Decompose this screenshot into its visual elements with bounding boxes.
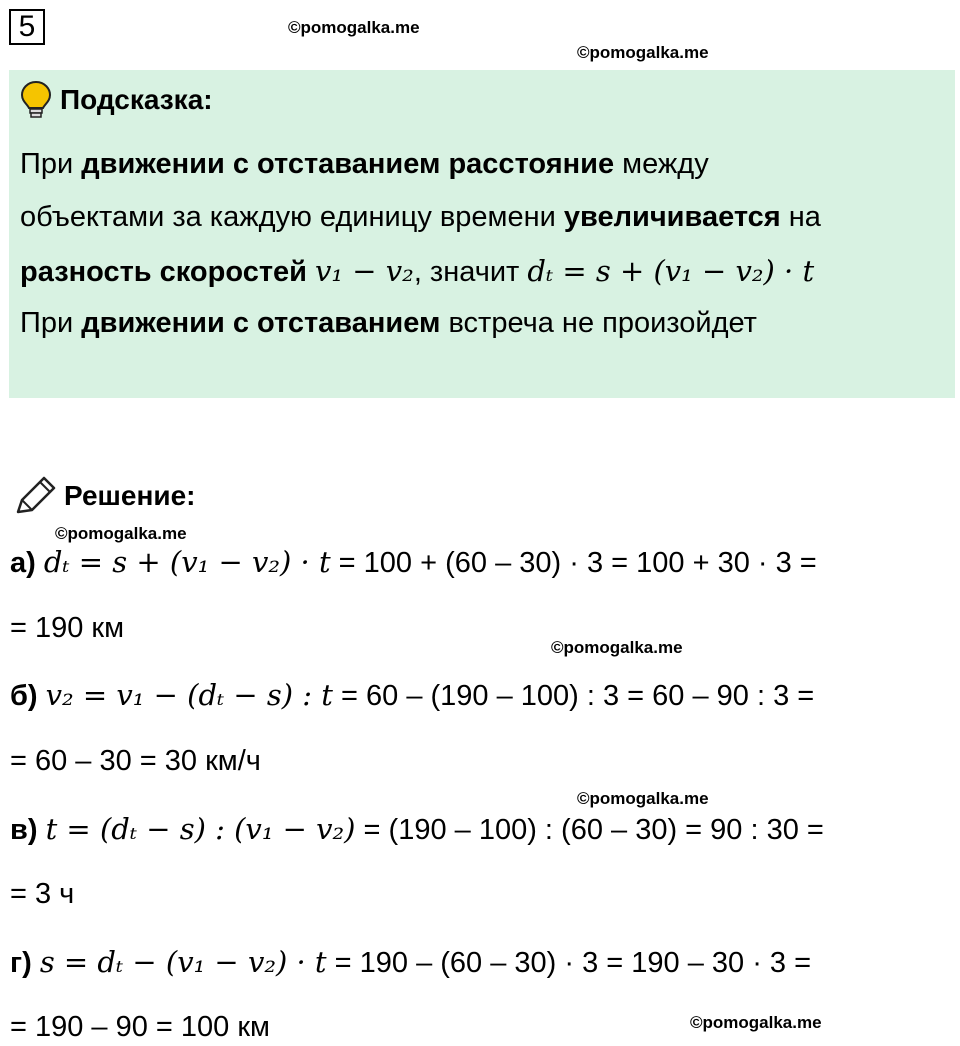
- solution-c: в) t = (dₜ − s) : (v₁ − v₂) = (190 – 100) : (60 – 30) = 90 : 30 =: [10, 812, 824, 846]
- pencil-icon: [14, 476, 58, 516]
- solution-title: Решение:: [64, 480, 196, 511]
- hint-line-4: При движении с отставанием встреча не произойдет: [20, 307, 757, 339]
- hint-heading: [20, 80, 213, 120]
- watermark: ©pomogalka.me: [551, 638, 683, 657]
- solution-heading: [14, 476, 195, 516]
- solution-b-result: = 60 – 30 = 30 км/ч: [10, 745, 261, 777]
- watermark: ©pomogalka.me: [577, 43, 709, 62]
- solution-d: г) s = dₜ − (v₁ − v₂) · t = 190 – (60 – 30) · 3 = 190 – 30 · 3 =: [10, 945, 812, 979]
- solution-d-result: = 190 – 90 = 100 км: [10, 1011, 270, 1043]
- solution-b: б) v₂ = v₁ − (dₜ − s) : t = 60 – (190 – 100) : 3 = 60 – 90 : 3 =: [10, 678, 815, 712]
- task-number: 5: [9, 9, 45, 45]
- hint-title: Подсказка:: [60, 84, 213, 115]
- watermark: ©pomogalka.me: [55, 524, 187, 543]
- hint-line-3: разность скоростей v₁ − v₂, значит dₜ = s + (v₁ − v₂) · t: [20, 254, 815, 288]
- solution-a-result: = 190 км: [10, 612, 125, 644]
- watermark: ©pomogalka.me: [288, 18, 420, 37]
- hint-line-2: объектами за каждую единицу времени увеличивается на: [20, 201, 821, 233]
- solution-a: а) dₜ = s + (v₁ − v₂) · t = 100 + (60 – 30) · 3 = 100 + 30 · 3 =: [10, 545, 817, 579]
- hint-line-1: При движении с отставанием расстояние между: [20, 148, 709, 180]
- lightbulb-icon: [20, 80, 52, 120]
- solution-c-result: = 3 ч: [10, 878, 75, 910]
- watermark: ©pomogalka.me: [577, 789, 709, 808]
- watermark: ©pomogalka.me: [690, 1013, 822, 1032]
